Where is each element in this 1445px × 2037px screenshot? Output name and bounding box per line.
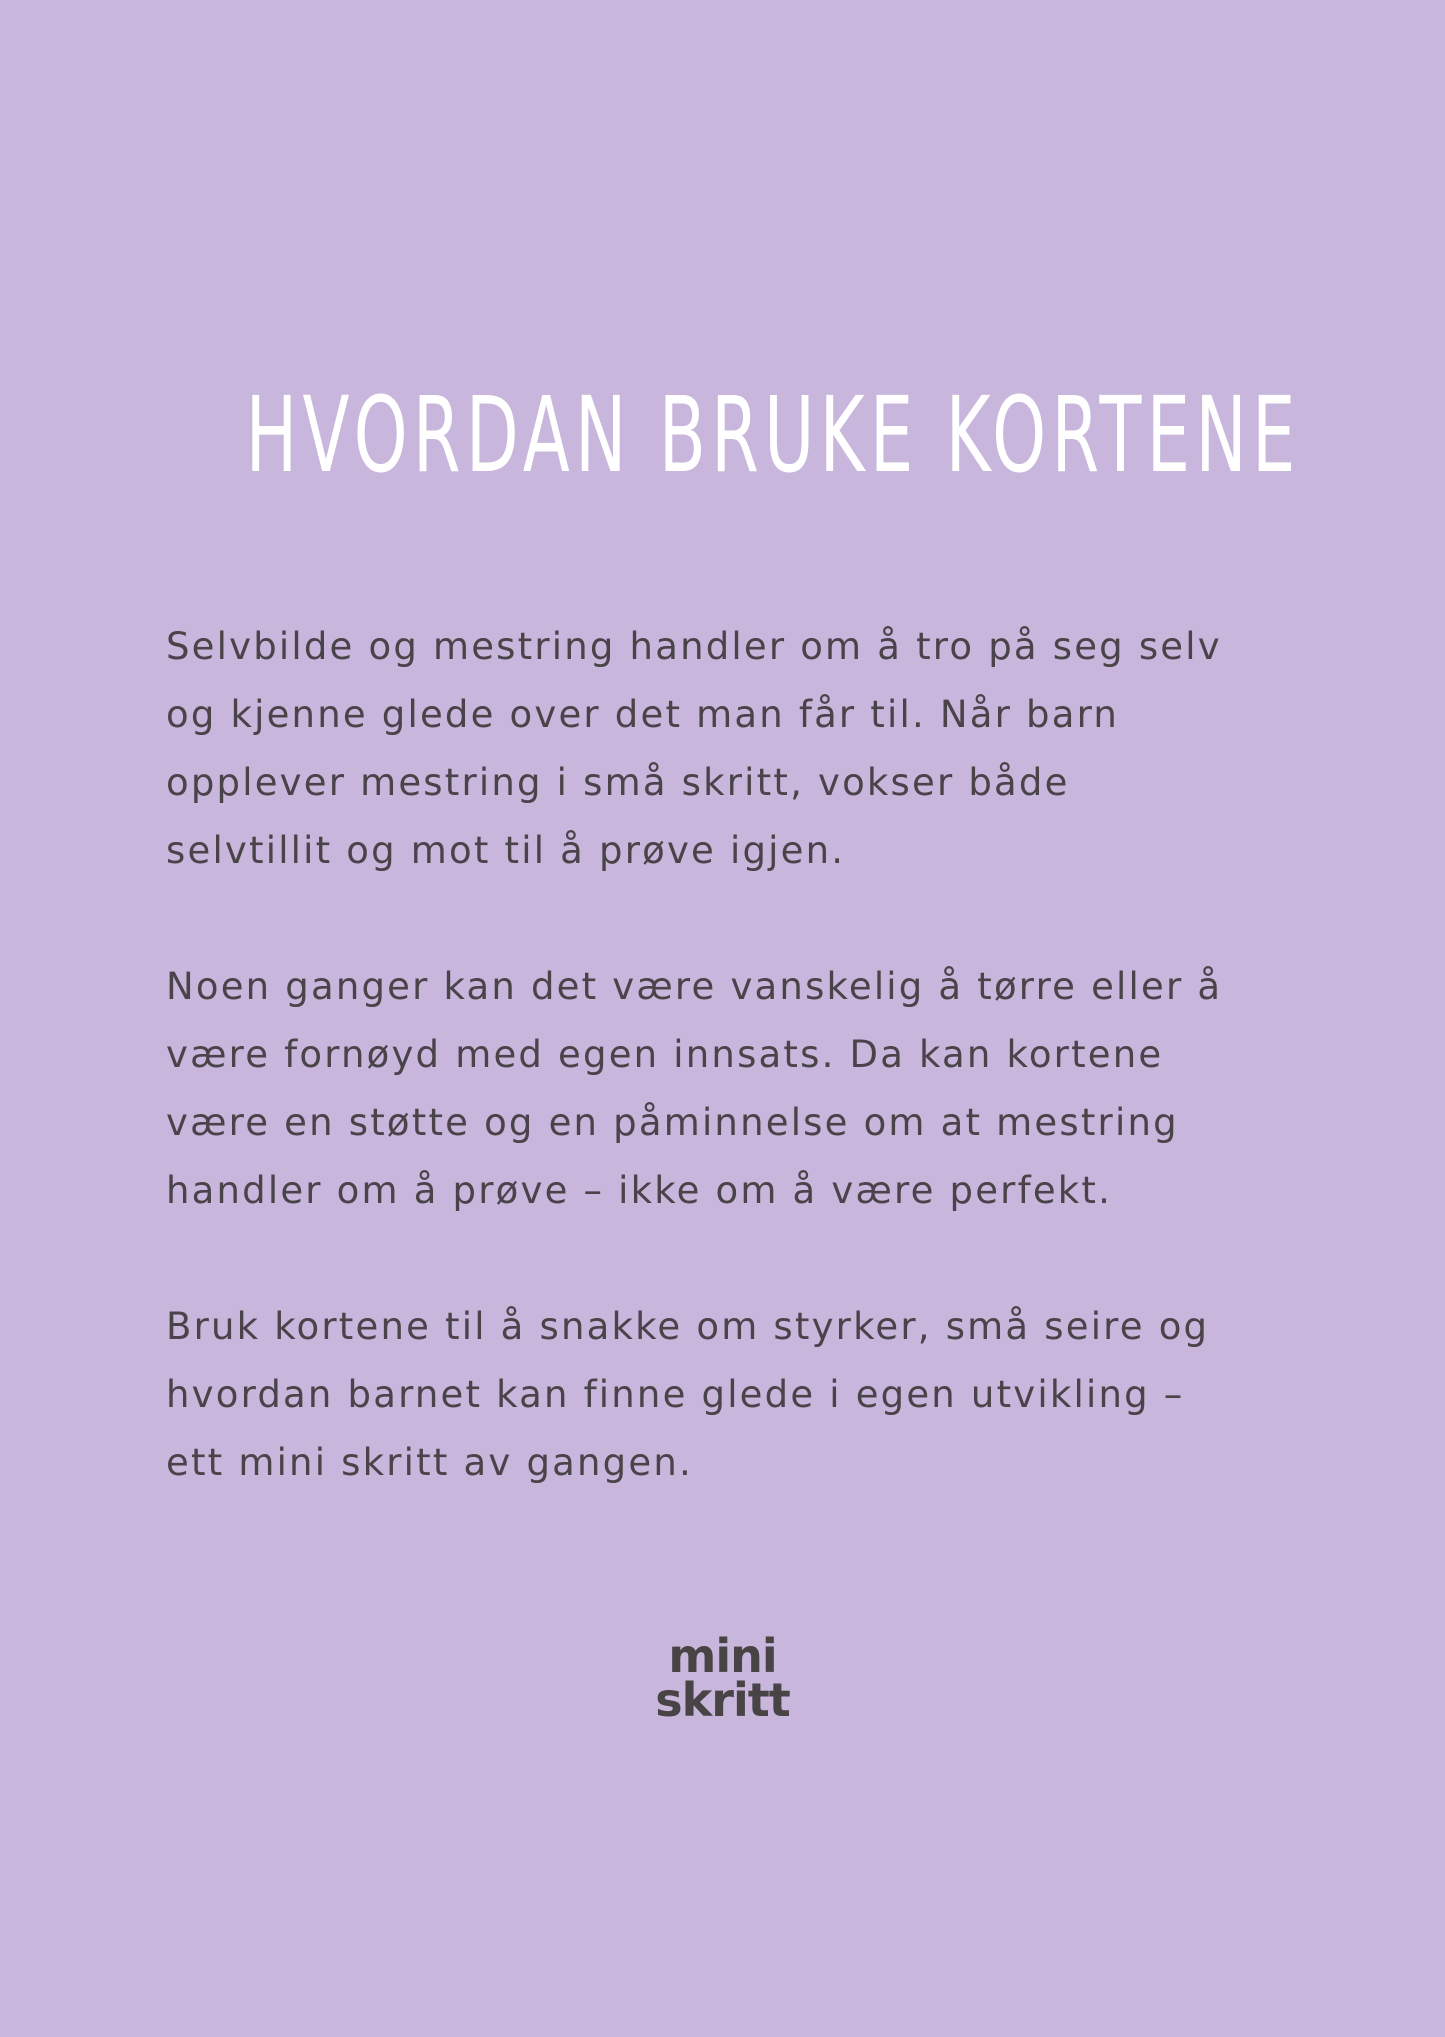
text-line: ett mini skritt av gangen. [166, 1441, 693, 1484]
paragraph-2 [166, 953, 1306, 1225]
text-line: opplever mestring i små skritt, vokser både [166, 761, 1070, 804]
text-line: selvtillit og mot til å prøve igjen. [166, 829, 846, 872]
text-line: Noen ganger kan det være vanskelig å tørre eller å [166, 965, 1223, 1008]
text-line: hvordan barnet kan finne glede i egen utvikling – [166, 1373, 1185, 1416]
body-text [166, 613, 1306, 1497]
brand-logo [0, 1629, 1445, 1727]
text-line: handler om å prøve – ikke om å være perfekt. [166, 1169, 1113, 1212]
logo-word-skritt: skritt [655, 1673, 790, 1727]
text-line: være en støtte og en påminnelse om at mestring [166, 1101, 1179, 1144]
text-line: være fornøyd med egen innsats. Da kan kortene [166, 1033, 1164, 1076]
paragraph-1 [166, 613, 1306, 885]
text-line: og kjenne glede over det man får til. Når barn [166, 693, 1119, 736]
text-line: Selvbilde og mestring handler om å tro på seg selv [166, 625, 1222, 668]
page-title: HVORDAN BRUKE KORTENE [245, 374, 1301, 496]
paragraph-3 [166, 1293, 1306, 1497]
logo-word-mini: mini [668, 1629, 777, 1683]
text-line: Bruk kortene til å snakke om styrker, små seire og [166, 1305, 1210, 1348]
